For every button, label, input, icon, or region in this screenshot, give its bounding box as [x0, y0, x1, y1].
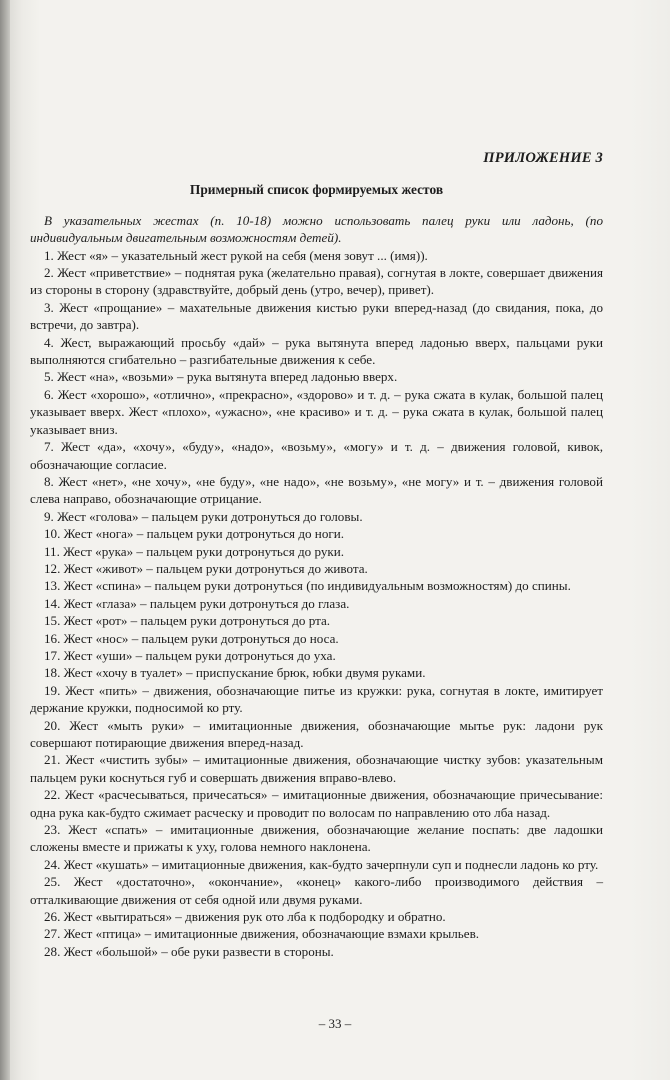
list-item: 9. Жест «голова» – пальцем руки дотронуться до головы. [44, 508, 363, 524]
list-item: 24. Жест «кушать» – имитационные движения, как-будто зачерпнули суп и поднесли ладонь ко рту. [44, 856, 599, 872]
list-item: 4. Жест, выражающий просьбу «дай» – рука вытянута вперед ладонью вверх, пальцами руки выполняются сгибательно – разгибательные движения к себе. [30, 334, 603, 368]
list-item: 25. Жест «достаточно», «окончание», «конец» какого-либо производимого действия – отталкивающие движения от себя одной или двумя руками. [30, 874, 603, 907]
book-spine-shadow [0, 0, 10, 1080]
list-item: 13. Жест «спина» – пальцем руки дотронуться (по индивидуальным возможностям) до спины. [44, 578, 571, 594]
list-item: 2. Жест «приветствие» – поднятая рука (желательно правая), согнутая в локте, совершает движения из стороны в сторону (здравствуйте, добрый день (утро, вечер), привет). [30, 265, 603, 298]
list-item: 5. Жест «на», «возьми» – рука вытянута вперед ладонью вверх. [44, 369, 398, 385]
list-item: 15. Жест «рот» – пальцем руки дотронуться до рта. [44, 613, 331, 629]
page-content [30, 150, 603, 960]
list-item: 23. Жест «спать» – имитационные движения, обозначающие желание поспать: две ладошки сложены вместе и прижаты к уху, голова немного наклонена. [30, 822, 603, 855]
list-item: 27. Жест «птица» – имитационные движения, обозначающие взмахи крыльев. [44, 926, 480, 942]
gesture-list [30, 247, 603, 961]
list-item: 26. Жест «вытираться» – движения рук ото лба к подбородку и обратно. [44, 909, 446, 925]
list-item: 16. Жест «нос» – пальцем руки дотронуться до носа. [44, 630, 339, 646]
list-item: 3. Жест «прощание» – махательные движения кистью руки вперед-назад (до свидания, пока, до встречи, до завтра). [30, 299, 603, 333]
list-item: 11. Жест «рука» – пальцем руки дотронуться до руки. [44, 543, 345, 559]
list-item: 7. Жест «да», «хочу», «буду», «надо», «возьму», «могу» и т. д. – движения головой, кивок, обозначающие согласие. [30, 439, 603, 472]
list-item: 22. Жест «расчесываться, причесаться» – имитационные движения, обозначающие причесывание: одна рука как-будто сжимает расческу и проводит по волосам по направлению ото лба назад. [30, 787, 603, 820]
list-item: 18. Жест «хочу в туалет» – приспускание брюк, юбки двумя руками. [44, 665, 426, 681]
list-item: 10. Жест «нога» – пальцем руки дотронуться до ноги. [44, 526, 345, 542]
list-item: 12. Жест «живот» – пальцем руки дотронуться до живота. [44, 560, 368, 576]
list-item: 8. Жест «нет», «не хочу», «не буду», «не надо», «не возьму», «не могу» и т. – движения головой слева направо, обозначающие отрицание. [30, 473, 603, 507]
list-item: 19. Жест «пить» – движения, обозначающие питье из кружки: рука, согнутая в локте, имитирует держание кружки, подносимой ко рту. [30, 682, 603, 716]
list-item: 20. Жест «мыть руки» – имитационные движения, обозначающие мытье рук: ладони рук совершают потирающие движения вперед-назад. [30, 717, 603, 750]
list-item: 28. Жест «большой» – обе руки развести в стороны. [44, 943, 334, 959]
list-item: 14. Жест «глаза» – пальцем руки дотронуться до глаза. [44, 595, 350, 611]
list-item: 17. Жест «уши» – пальцем руки дотронуться до уха. [44, 647, 336, 663]
page-number: – 33 – [318, 1016, 352, 1031]
intro-paragraph: В указательных жестах (п. 10-18) можно использовать палец руки или ладонь, (по индивидуальным двигательным возможностям детей). [30, 212, 603, 246]
appendix-label: ПРИЛОЖЕНИЕ 3 [483, 150, 603, 166]
list-item: 6. Жест «хорошо», «отлично», «прекрасно», «здорово» и т. д. – рука сжата в кулак, большой палец указывает вверх. Жест «плохо», «ужасно», «не красиво» и т. д. – рука сжата в кулак, большой палец указывает вниз. [30, 386, 603, 437]
page-title: Примерный список формируемых жестов [189, 182, 444, 198]
list-item: 1. Жест «я» – указательный жест рукой на себя (меня зовут ... (имя)). [44, 247, 428, 263]
list-item: 21. Жест «чистить зубы» – имитационные движения, обозначающие чистку зубов: указательным пальцем руки коснуться губ и совершать движения вправо-влево. [30, 752, 603, 785]
